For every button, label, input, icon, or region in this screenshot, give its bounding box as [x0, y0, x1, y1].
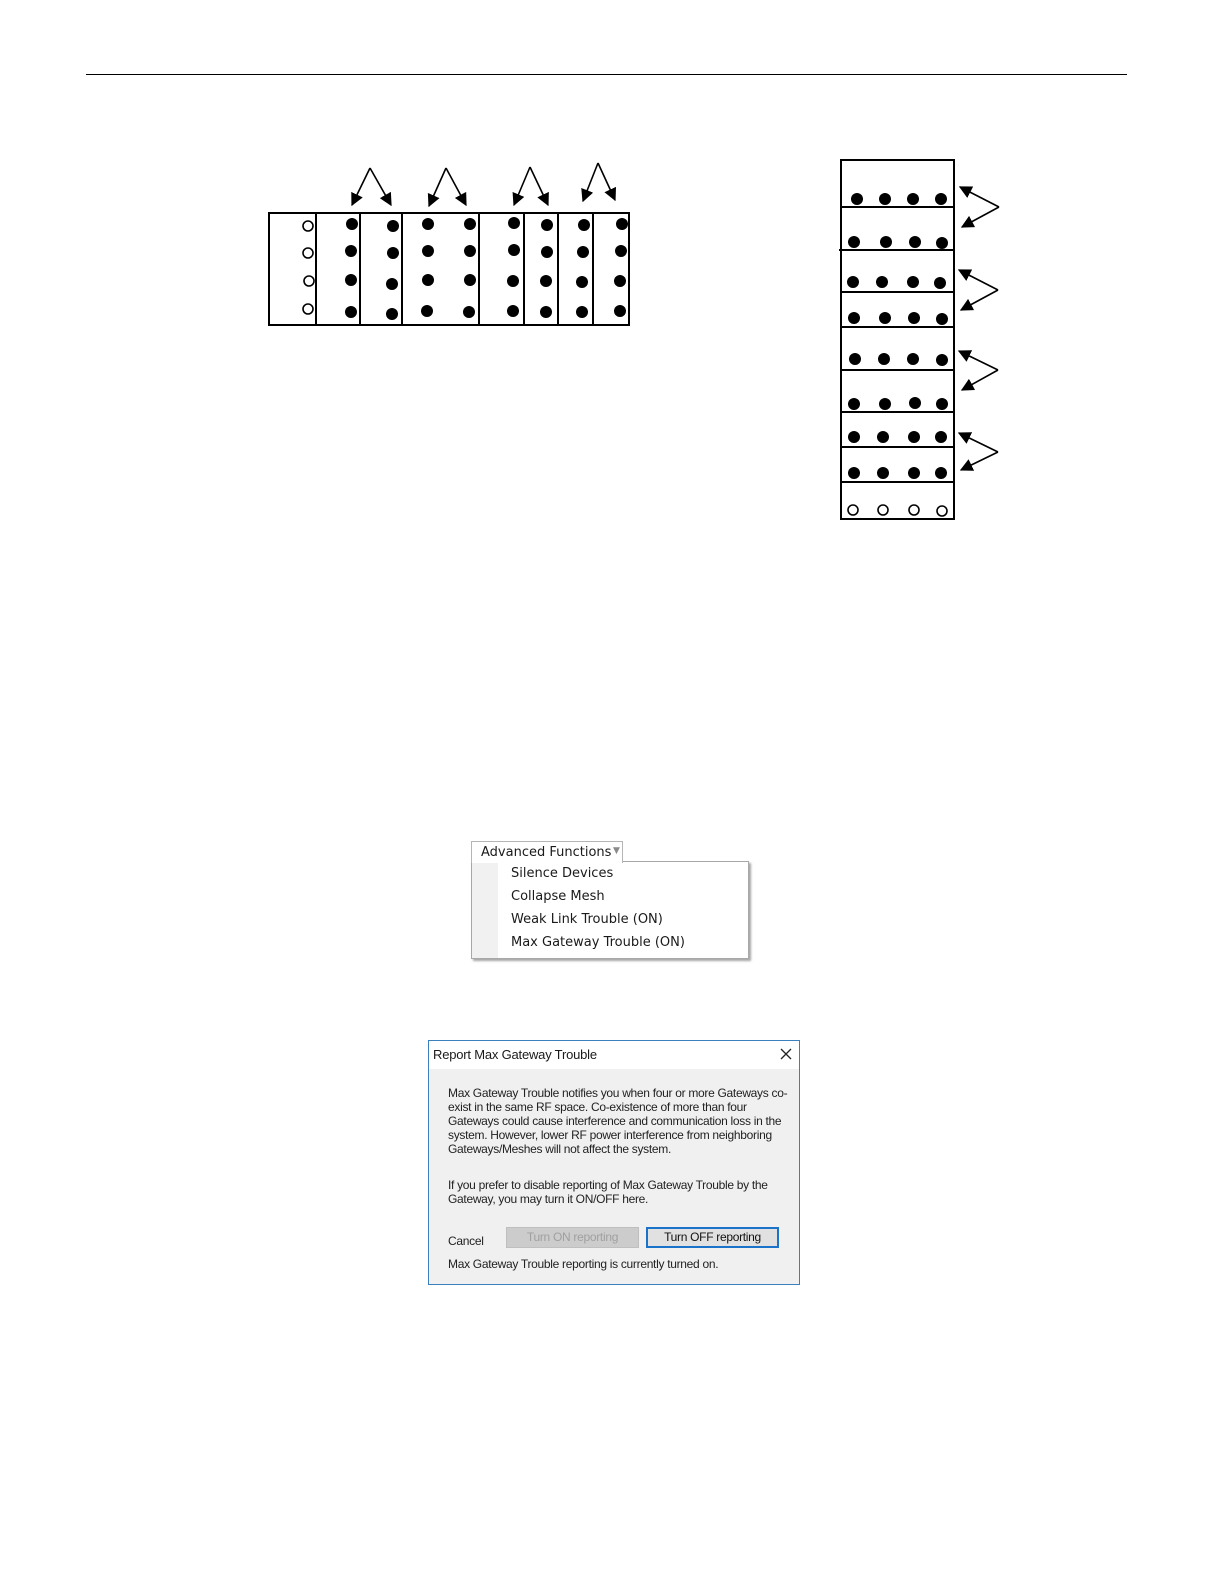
link-arrows [352, 163, 615, 206]
turn-off-reporting-button[interactable]: Turn OFF reporting [646, 1227, 779, 1248]
advanced-functions-dropdown[interactable] [471, 841, 623, 863]
advanced-functions-menu [471, 841, 749, 959]
menu-item-silence-devices[interactable]: Silence Devices [511, 866, 614, 881]
diagram-frame [841, 160, 954, 519]
dialog-title: Report Max Gateway Trouble [433, 1047, 597, 1062]
dialog-description: Max Gateway Trouble notifies you when four or more Gateways co-exist in the same RF space. Co-existence of more than four Gateways could cause interference and communication loss in the system. However, lower RF power interference from neighboring Gateways/Meshes will not affect the system. [448, 1086, 788, 1156]
horizontal-mesh-diagram [262, 155, 642, 335]
menu-icon-gutter [472, 862, 498, 958]
dialog-titlebar [429, 1041, 799, 1069]
open-nodes [303, 221, 314, 314]
reporting-status-text: Max Gateway Trouble reporting is currently turned on. [448, 1257, 719, 1271]
menu-item-collapse-mesh[interactable]: Collapse Mesh [511, 889, 605, 904]
chevron-down-icon[interactable]: ▼ [613, 846, 620, 856]
cancel-link[interactable]: Cancel [448, 1234, 484, 1248]
report-max-gateway-trouble-dialog [428, 1040, 800, 1285]
advanced-functions-label: Advanced Functions [481, 845, 612, 860]
filled-nodes [847, 193, 948, 479]
advanced-functions-list [471, 861, 749, 959]
menu-item-weak-link-trouble[interactable]: Weak Link Trouble (ON) [511, 912, 663, 927]
filled-nodes [345, 217, 628, 320]
menu-item-max-gateway-trouble[interactable]: Max Gateway Trouble (ON) [511, 935, 685, 950]
vertical-mesh-diagram [835, 155, 1015, 525]
turn-on-reporting-button[interactable]: Turn ON reporting [506, 1227, 639, 1248]
header-rule [86, 74, 1127, 75]
open-nodes [848, 505, 947, 516]
diagram-frame [269, 213, 629, 325]
dialog-instruction: If you prefer to disable reporting of Max Gateway Trouble by the Gateway, you may turn it ON/OFF here. [448, 1178, 768, 1206]
link-arrows [959, 187, 999, 470]
column-dividers [316, 213, 593, 325]
close-icon[interactable] [778, 1046, 794, 1062]
